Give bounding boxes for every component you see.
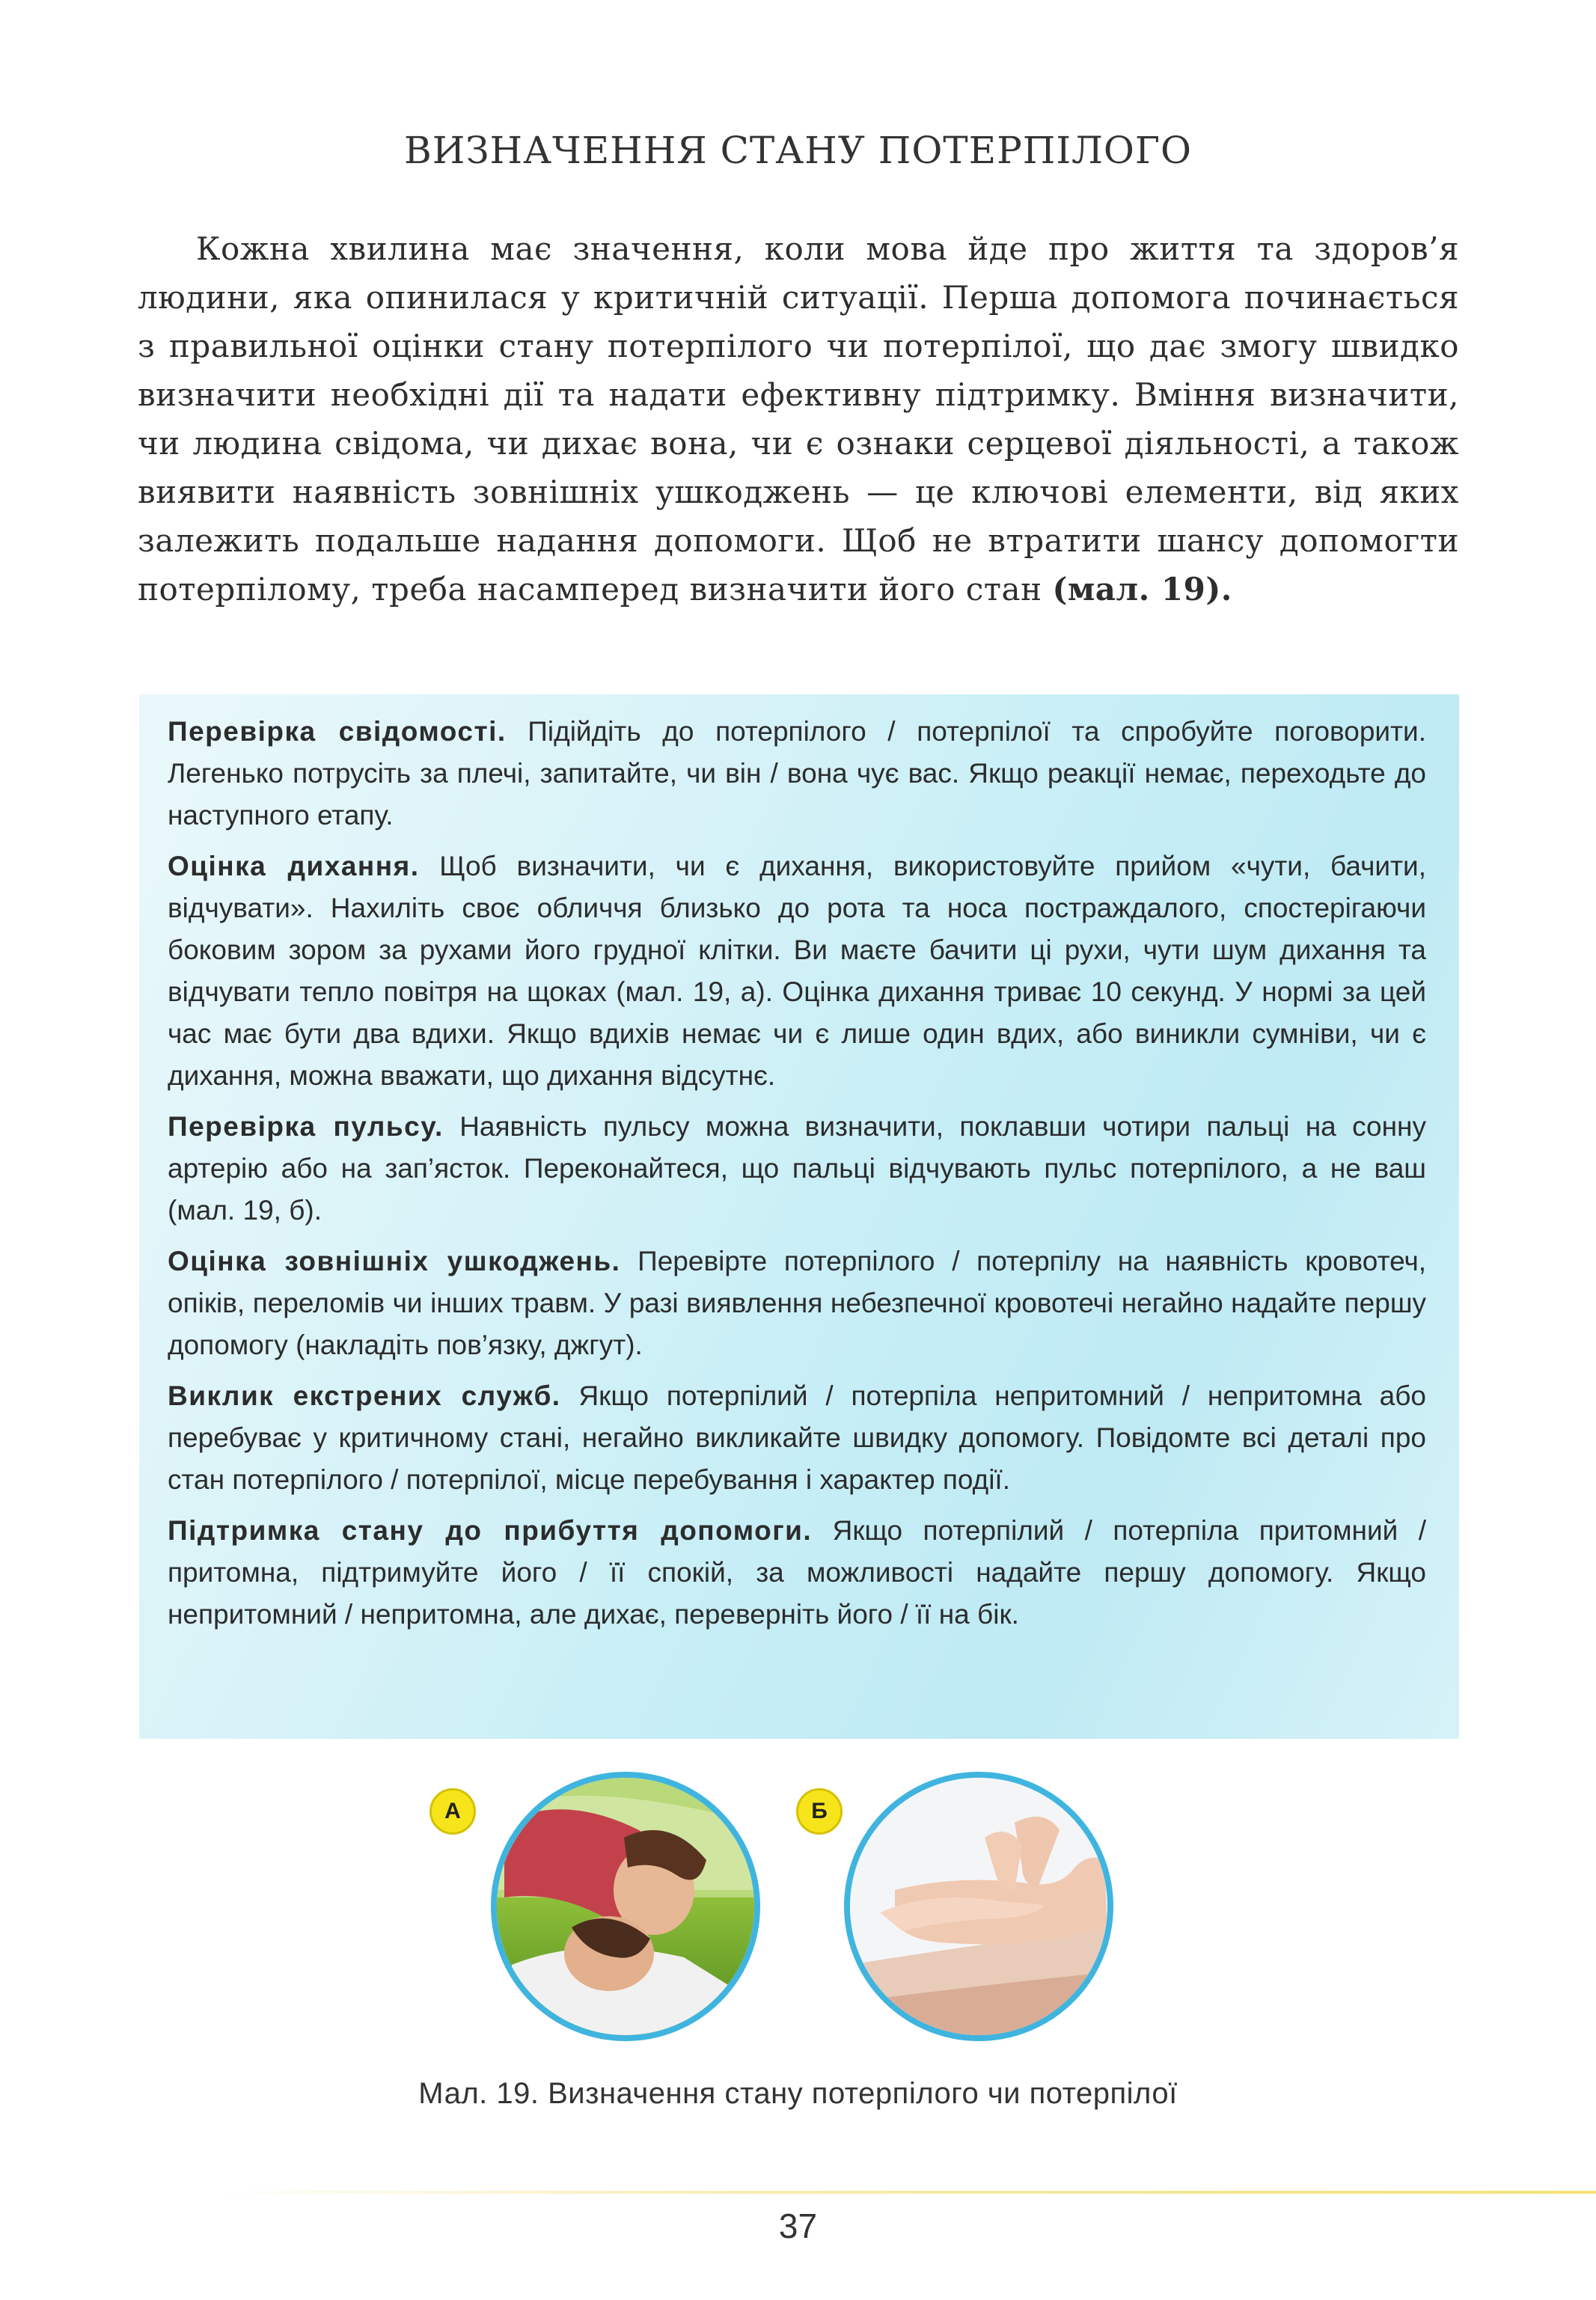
intro-text: Кожна хвилина має значення, коли мова йде про життя та здоров’я людини, яка опинилася у критичній ситуації. Перша допомога починається з правильної оцінки стану потерпілого чи потерпілої, що дає змогу швидко визначити необхідні дії та надати ефективну підтримку. Вміння визначити, чи людина свідома, чи дихає вона, чи є ознаки серцевої діяльності, а також виявити наявність зовнішніх ушкоджень — це ключові елементи, від яких залежить подальше надання допомоги. Щоб не втратити шансу допомогти потерпілому, треба насамперед визначити його стан: [138, 230, 1459, 608]
assessment-steps-box: [139, 694, 1459, 1739]
figure-b-photo: [844, 1772, 1113, 2041]
figure-b-pulse-check: [844, 1772, 1113, 2041]
figure-a-breathing-check: [491, 1772, 760, 2041]
step-consciousness: [168, 711, 1426, 836]
step-lead: Перевірка пульсу.: [168, 1111, 444, 1142]
pulse-check-illustration: [850, 1778, 1107, 2035]
step-lead: Перевірка свідомості.: [168, 716, 507, 747]
step-pulse: [168, 1106, 1426, 1232]
step-breathing: [168, 845, 1426, 1097]
footer-divider: [210, 2191, 1596, 2194]
step-text: Щоб визначити, чи є дихання, використовуйте прийом «чути, бачити, відчувати». Нахиліть своє обличчя близько до рота та носа постраждалого, спостерігаючи боковим зором за рухами його грудної клітки. Ви маєте бачити ці рухи, чути шум дихання та відчувати тепло повітря на щоках (мал. 19, а). Оцінка дихання триває 10 секунд. У нормі за цей час має бути два вдихи. Якщо вдихів немає чи є лише один вдих, або виникли сумніви, чи є дихання, можна вважати, що дихання відсутнє.: [168, 851, 1426, 1091]
figure-caption: Мал. 19. Визначення стану потерпілого чи потерпілої: [418, 2077, 1178, 2110]
step-text: Перевірте потерпілого / потерпілу на наявність кровотеч, опіків, переломів чи інших травм. У разі виявлення небезпечної кровотечі негайно надайте першу допомогу (накладіть пов’язку, джгут).: [168, 1246, 1427, 1360]
step-text: Підійдіть до потерпілого / потерпілої та спробуйте поговорити. Легенько потрусіть за плечі, запитайте, чи він / вона чує вас. Якщо реакції немає, переходьте до наступного етапу.: [168, 716, 1426, 831]
page-title: ВИЗНАЧЕННЯ СТАНУ ПОТЕРПІЛОГО: [404, 129, 1192, 172]
step-lead: Оцінка зовнішніх ушкоджень.: [168, 1246, 621, 1276]
figure-a-badge: А: [429, 1788, 476, 1835]
step-text: Якщо потерпілий / потерпіла непритомний / непритомна або перебуває у критичному стані, негайно викликайте швидку допомогу. Повідомте всі деталі про стан потерпілого / потерпілої, місце перебування і характер події.: [168, 1380, 1426, 1495]
step-lead: Підтримка стану до прибуття допомоги.: [168, 1515, 813, 1546]
step-support: [168, 1510, 1426, 1636]
step-injuries: [168, 1241, 1426, 1366]
step-text: Якщо потерпілий / потерпіла притомний / притомна, підтримуйте його / її спокій, за можливості надайте першу допомогу. Якщо непритомний / непритомна, але дихає, переверніть його / її на бік.: [168, 1515, 1426, 1630]
step-text: Наявність пульсу можна визначити, поклавши чотири пальці на сонну артерію або на зап’ясток. Переконайтеся, що пальці відчувають пульс потерпілого, а не ваш (мал. 19, б).: [168, 1111, 1426, 1226]
breathing-check-illustration: [497, 1778, 754, 2035]
figure-a-photo: [491, 1772, 760, 2041]
intro-figure-ref: (мал. 19).: [1052, 571, 1232, 608]
step-lead: Оцінка дихання.: [168, 851, 420, 881]
intro-paragraph: [138, 224, 1459, 614]
step-emergency-call: [168, 1375, 1426, 1501]
figure-b-badge: Б: [796, 1788, 843, 1835]
page-number: 37: [778, 2206, 818, 2245]
step-lead: Виклик екстрених служб.: [168, 1380, 561, 1411]
